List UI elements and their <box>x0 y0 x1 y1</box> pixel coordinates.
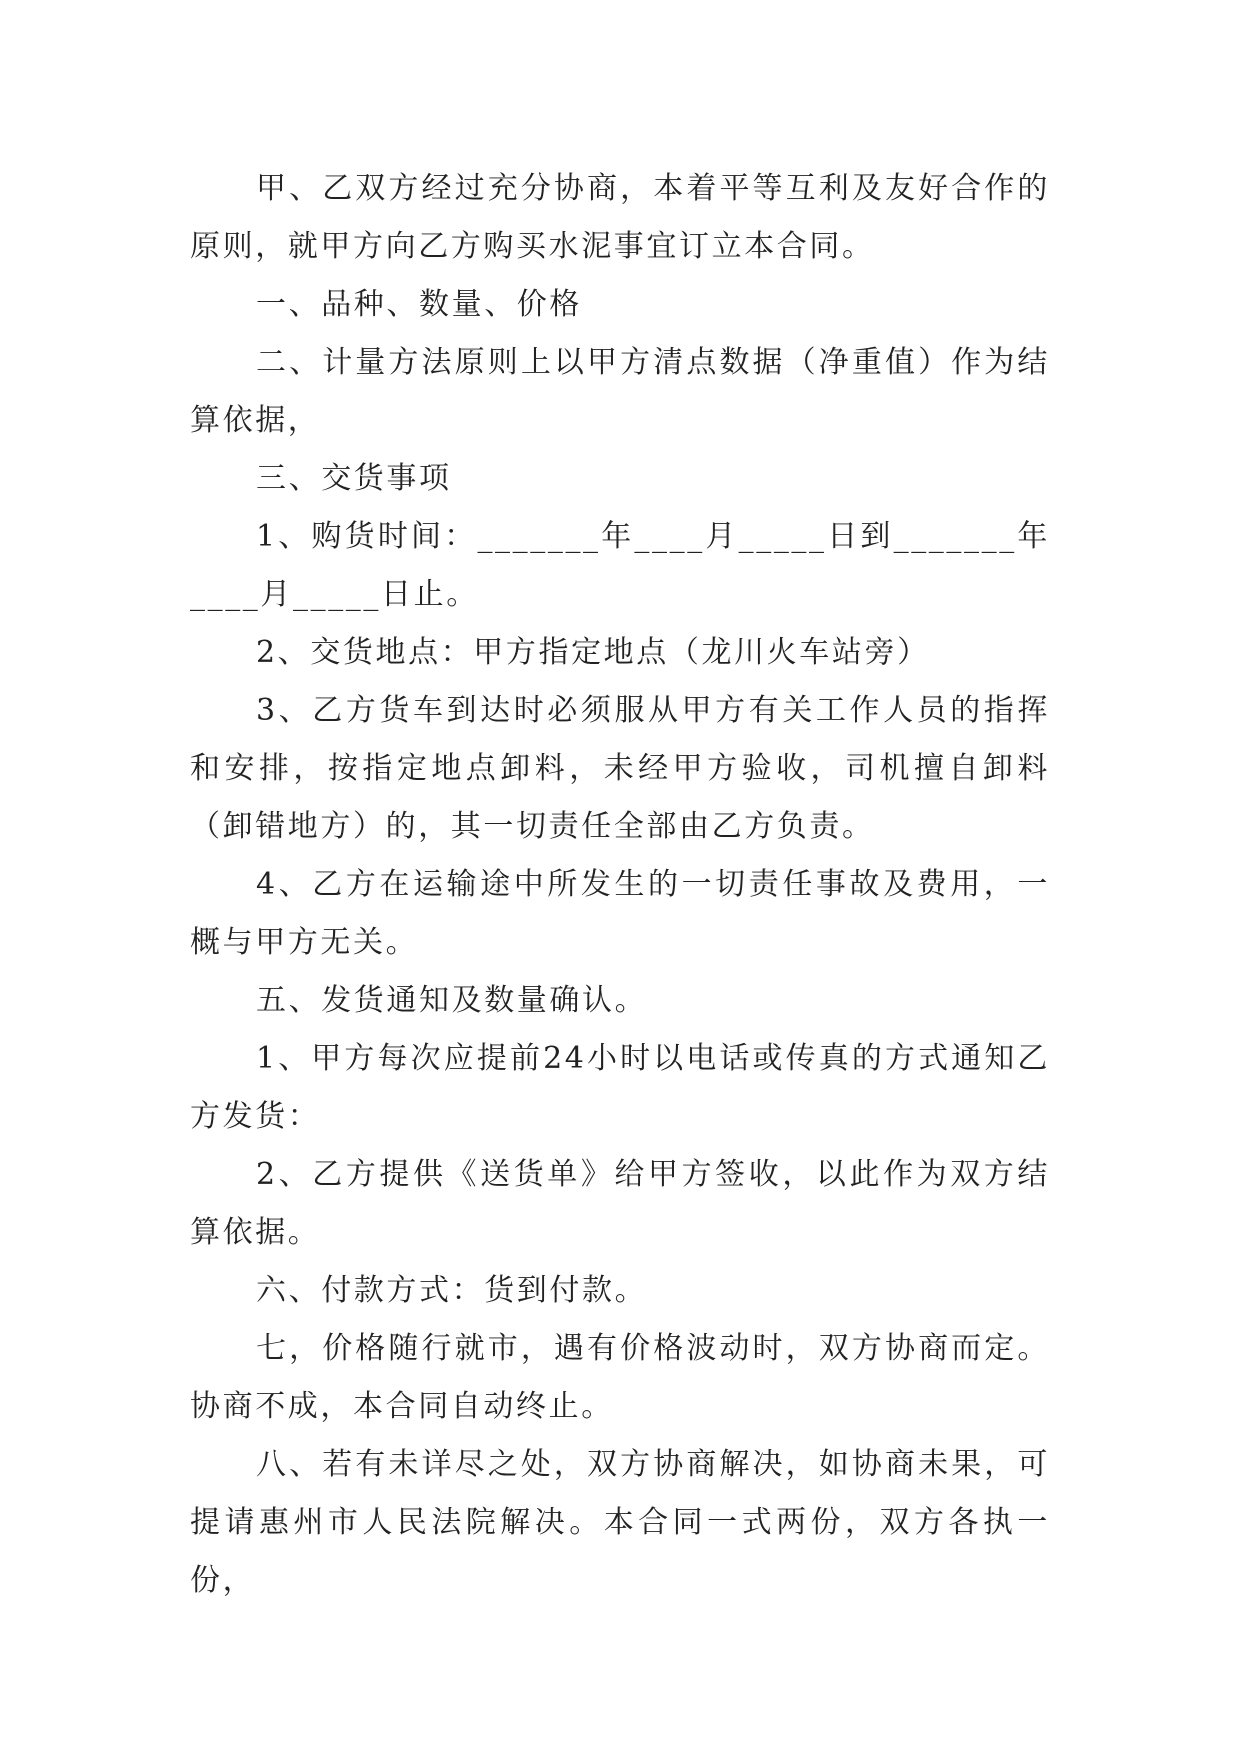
paragraph-section-3-heading: 三、交货事项 <box>256 461 452 496</box>
paragraph-unloading-rules: 3、乙方货车到达时必须服从甲方有关工作人员的指挥和安排，按指定地点卸料，未经甲方验收，司机擅自卸料（卸错地方）的，其一切责任全部由乙方负责。 <box>190 693 1050 844</box>
paragraph-section-5-heading: 五、发货通知及数量确认。 <box>256 983 648 1018</box>
paragraph-shipping-notice: 1、甲方每次应提前24小时以电话或传真的方式通知乙方发货： <box>190 1041 1050 1134</box>
paragraph-transport-liability: 4、乙方在运输途中所发生的一切责任事故及费用，一概与甲方无关。 <box>190 867 1050 960</box>
paragraph-pricing: 七，价格随行就市，遇有价格波动时，双方协商而定。协商不成，本合同自动终止。 <box>190 1331 1050 1424</box>
paragraph-dispute-resolution: 八、若有未详尽之处，双方协商解决，如协商未果，可提请惠州市人民法院解决。本合同一式两份，双方各执一份， <box>190 1447 1050 1598</box>
contract-body <box>190 160 1050 1610</box>
paragraph-delivery-location: 2、交货地点：甲方指定地点（龙川火车站旁） <box>256 635 930 670</box>
paragraph-section-1-heading: 一、品种、数量、价格 <box>256 287 582 322</box>
paragraph-section-2: 二、计量方法原则上以甲方清点数据（净重值）作为结算依据， <box>190 345 1050 438</box>
paragraph-preamble: 甲、乙双方经过充分协商，本着平等互利及友好合作的原则，就甲方向乙方购买水泥事宜订立本合同。 <box>190 171 1050 264</box>
paragraph-purchase-time: 1、购货时间：_______年____月_____日到_______年____月_____日止。 <box>190 519 1050 612</box>
paragraph-delivery-note: 2、乙方提供《送货单》给甲方签收，以此作为双方结算依据。 <box>190 1157 1050 1250</box>
paragraph-payment-method: 六、付款方式：货到付款。 <box>256 1273 648 1308</box>
